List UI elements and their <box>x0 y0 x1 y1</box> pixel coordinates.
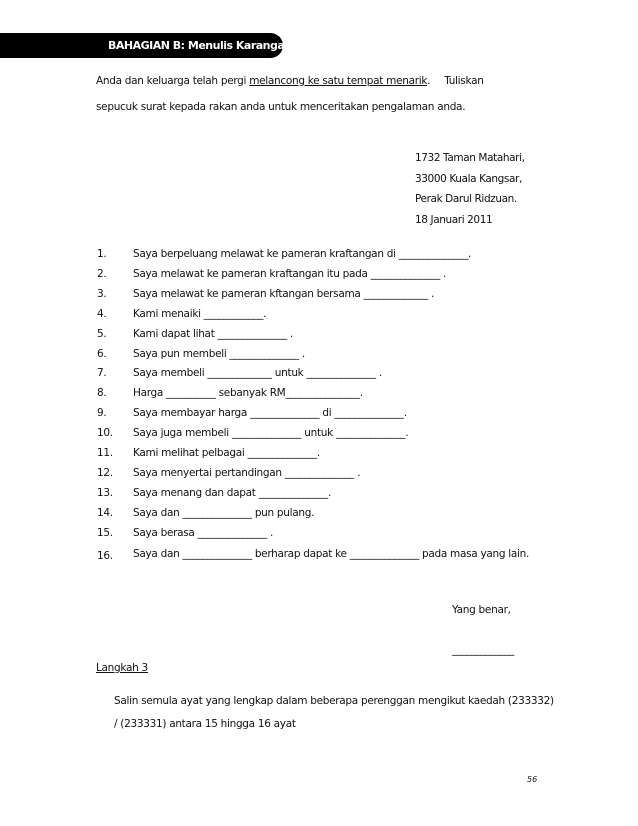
sentence-item-6[interactable] <box>97 345 547 365</box>
fill-in-sentence-list <box>97 245 547 567</box>
sentence-number: 7. <box>97 367 107 380</box>
letter-closing: Yang benar, <box>452 604 511 616</box>
sentence-text: Saya berpeluang melawat ke pameran kraftangan di ______________. <box>133 248 472 260</box>
sentence-text: Saya melawat ke pameran kftangan bersama _____________ . <box>133 287 434 300</box>
sentence-item-14[interactable] <box>97 504 547 524</box>
sentence-number: 3. <box>97 287 107 300</box>
sentence-number: 4. <box>97 307 107 320</box>
page-number: 56 <box>527 775 538 784</box>
sender-address <box>415 148 525 230</box>
sentence-text: Saya menang dan dapat ______________. <box>133 486 332 499</box>
sentence-item-10[interactable] <box>97 424 547 444</box>
sentence-text: Saya pun membeli ______________ . <box>133 347 305 360</box>
sentence-number: 5. <box>97 327 107 340</box>
instruction-text-tuliskan: Tuliskan <box>444 75 484 87</box>
sentence-text: Kami menaiki ____________. <box>133 307 267 320</box>
sentence-item-16[interactable] <box>97 544 547 567</box>
sentence-text: Saya dan ______________ pun pulang. <box>133 506 315 519</box>
sentence-text: Kami melihat pelbagai ______________. <box>133 447 320 460</box>
instruction-underlined-phrase: melancong ke satu tempat menarik <box>249 75 428 87</box>
step-instruction: Salin semula ayat yang lengkap dalam beberapa perenggan mengikut kaedah (233332) / (233331) antara 15 hingga 16 ayat <box>114 695 554 730</box>
sentence-item-5[interactable] <box>97 325 547 345</box>
sentence-number: 12. <box>97 466 113 479</box>
sentence-text: Kami dapat lihat ______________ . <box>133 327 293 340</box>
sentence-item-4[interactable] <box>97 305 547 325</box>
sentence-number: 6. <box>97 347 107 360</box>
sentence-number: 9. <box>97 407 107 420</box>
address-line-1: 1732 Taman Matahari, <box>415 152 525 164</box>
sentence-item-2[interactable] <box>97 265 547 285</box>
sentence-text: Saya berasa ______________ . <box>133 526 273 539</box>
instruction-text-start: Anda dan keluarga telah pergi <box>96 75 250 87</box>
sentence-item-11[interactable] <box>97 444 547 464</box>
sentence-item-9[interactable] <box>97 404 547 424</box>
sentence-number: 8. <box>97 387 107 400</box>
step-heading: Langkah 3 <box>96 662 148 674</box>
instruction-text-line2: sepucuk surat kepada rakan anda untuk menceritakan pengalaman anda. <box>96 101 466 113</box>
sentence-text: Saya membeli _____________ untuk ______________ . <box>133 367 382 380</box>
section-title-banner: BAHAGIAN B: Menulis Karangan <box>0 33 283 58</box>
sentence-item-8[interactable] <box>97 384 547 404</box>
letter-date: 18 Januari 2011 <box>415 213 493 226</box>
sentence-number: 11. <box>97 447 113 460</box>
sentence-number: 14. <box>97 506 113 519</box>
sentence-item-3[interactable] <box>97 285 547 305</box>
sentence-number: 1. <box>97 248 107 260</box>
sentence-number: 16. <box>97 549 113 562</box>
sentence-number: 13. <box>97 486 113 499</box>
sentence-text: Harga __________ sebanyak RM_______________. <box>133 387 363 400</box>
sentence-item-13[interactable] <box>97 484 547 504</box>
instruction-period: . <box>427 75 431 87</box>
sentence-item-1[interactable] <box>97 245 547 265</box>
sentence-text: Saya dan ______________ berharap dapat ke ______________ pada masa yang lain. <box>133 547 530 560</box>
sentence-item-7[interactable] <box>97 364 547 384</box>
sentence-text: Saya melawat ke pameran kraftangan itu pada ______________ . <box>133 267 447 280</box>
sentence-text: Saya juga membeli ______________ untuk ______________. <box>133 427 409 440</box>
sentence-text: Saya membayar harga ______________ di ______________. <box>133 407 407 420</box>
sentence-number: 10. <box>97 427 113 440</box>
instruction-paragraph <box>96 68 566 120</box>
signature-line[interactable]: _____________ <box>452 644 514 656</box>
sentence-number: 2. <box>97 267 107 280</box>
address-line-2: 33000 Kuala Kangsar, <box>415 172 522 185</box>
sentence-number: 15. <box>97 526 113 539</box>
sentence-item-12[interactable] <box>97 464 547 484</box>
sentence-text: Saya menyertai pertandingan ______________ . <box>133 466 361 479</box>
address-line-3: Perak Darul Ridzuan. <box>415 193 517 205</box>
